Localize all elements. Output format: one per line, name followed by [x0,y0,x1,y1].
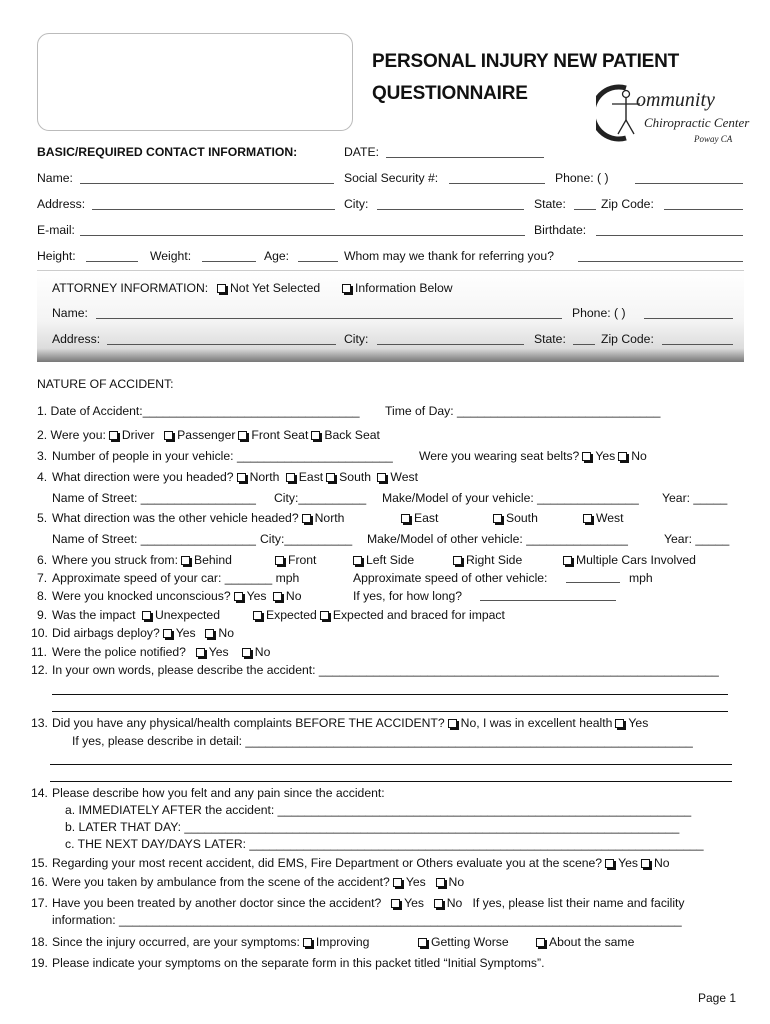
q3-people[interactable]: Number of people in your vehicle: _______________________ [52,449,393,463]
q7-other-label: Approximate speed of other vehicle: [353,571,548,585]
logo-text-community: ommunity [636,89,715,111]
zip-label: Zip Code: [601,197,654,211]
q17-info[interactable]: information: ___________________________________________________________________________________ [52,913,682,927]
other-south-label: South [506,511,538,525]
q16-text: Were you taken by ambulance from the scene of the accident? [52,875,390,889]
expected-label: Expected [266,608,317,622]
ssn-field[interactable] [449,183,545,184]
q7-other-speed-field[interactable] [566,582,620,583]
police-no-label: No [254,645,271,659]
referral-field[interactable] [578,261,743,262]
checkbox-airbags-no[interactable] [205,629,214,638]
checkbox-passenger[interactable] [164,431,173,440]
q7-speed[interactable]: Approximate speed of your car: _______ mph [52,571,300,585]
logo-text-chiropractic: Chiropractic Center [644,115,750,130]
q5-text: What direction was the other vehicle headed? [52,511,299,525]
attorney-zip-field[interactable] [662,344,733,345]
checkbox-other-doctor-no[interactable] [434,899,443,908]
q8-howlong-label: If yes, for how long? [353,589,463,603]
about-same-label: About the same [549,935,635,949]
checkbox-ems-no[interactable] [641,859,650,868]
struck-front-label: Front [288,553,317,567]
photo-box [37,33,353,131]
checkbox-police-no[interactable] [242,648,251,657]
prior-complaints-yes-label: Yes [628,716,649,730]
attorney-heading: ATTORNEY INFORMATION: [52,281,209,295]
checkbox-right-side[interactable] [453,556,462,565]
q9-label [52,608,220,622]
checkbox-braced[interactable] [320,611,329,620]
name-label: Name: [37,171,73,185]
state-field[interactable] [574,209,596,210]
other-west-label: West [596,511,624,525]
q6-right [450,553,522,567]
behind-label: Behind [193,553,232,567]
q17-label [52,896,685,910]
q17-text: Have you been treated by another doctor since the accident? [52,896,382,910]
q10-text: Did airbags deploy? [52,626,160,640]
q8-number: 8. [37,589,48,603]
q5-label [52,511,344,525]
q13-line-3[interactable] [50,781,732,782]
title-line-1: PERSONAL INJURY NEW PATIENT [372,51,680,72]
address-field[interactable] [92,209,335,210]
front-seat-label: Front Seat [251,428,309,442]
q12-line-2[interactable] [52,694,728,695]
checkbox-north[interactable] [237,473,246,482]
q9-expected [250,608,505,622]
q7-number: 7. [37,571,48,585]
phone-field[interactable] [635,183,743,184]
ems-yes-label: Yes [618,856,638,870]
attorney-not-selected[interactable] [214,281,320,295]
city-label: City: [344,197,369,211]
q5-city[interactable]: City:__________ [260,532,353,546]
age-field[interactable] [298,261,338,262]
checkbox-front-seat[interactable] [238,431,247,440]
logo-figure-leg-left [618,120,626,134]
ambulance-yes-label: Yes [405,875,426,889]
q1-time[interactable]: Time of Day: ______________________________ [385,404,661,418]
ems-no-label: No [653,856,670,870]
address-label: Address: [37,197,86,211]
checkbox-unexpected[interactable] [142,611,151,620]
attorney-state-label: State: [534,332,566,346]
city-field[interactable] [377,209,524,210]
accident-heading: NATURE OF ACCIDENT: [37,377,174,391]
q19-label: Please indicate your symptoms on the separate form in this packet titled “Initial Symptoms”. [52,956,545,970]
q4-make[interactable]: Make/Model of your vehicle: _______________ [382,491,639,505]
attorney-city-field[interactable] [377,344,524,345]
q4-year[interactable]: Year: _____ [662,491,728,505]
checkbox-expected[interactable] [253,611,262,620]
unconscious-no-label: No [285,589,302,603]
age-label: Age: [264,249,290,263]
attorney-address-field[interactable] [107,344,336,345]
q5-west [580,511,624,525]
date-label: DATE: [344,145,379,159]
braced-label: Expected and braced for impact [332,608,505,622]
phone-label: Phone: ( ) [555,171,609,185]
not-yet-selected-label: Not Yet Selected [230,281,321,295]
q4-number: 4. [37,470,48,484]
airbags-no-label: No [218,626,234,640]
weight-field[interactable] [202,261,256,262]
q18-number: 18. [31,935,48,949]
ssn-label: Social Security #: [344,171,439,185]
q12-label[interactable]: In your own words, please describe the accident: ___________________________________________________________ [52,663,719,677]
q6-number: 6. [37,553,48,567]
q14c[interactable]: c. THE NEXT DAY/DAYS LATER: ___________________________________________________________________ [65,837,704,851]
q18-worse [415,935,509,949]
checkbox-behind[interactable] [181,556,190,565]
seatbelt-yes-label: Yes [595,449,616,463]
q15-text: Regarding your most recent accident, did EMS, Fire Department or Others evaluate you at the scene? [52,856,603,870]
email-label: E-mail: [37,223,75,237]
q16-number: 16. [31,875,48,889]
weight-label: Weight: [150,249,192,263]
q4-street[interactable]: Name of Street: _________________ [52,491,256,505]
unconscious-yes-label: Yes [246,589,267,603]
community-chiropractic-logo [596,80,756,150]
police-yes-label: Yes [208,645,229,659]
back-seat-label: Back Seat [324,428,380,442]
seatbelts-label: Were you wearing seat belts? [419,449,580,463]
state-label: State: [534,197,566,211]
checkbox-about-same[interactable] [536,938,545,947]
logo-figure-leg-right [626,120,634,134]
checkbox-ems-yes[interactable] [605,859,614,868]
checkbox-airbags-yes[interactable] [163,629,172,638]
logo-c-arc [596,87,626,139]
other-north-label: North [314,511,345,525]
q14a[interactable]: a. IMMEDIATELY AFTER the accident: _____________________________________________________________ [65,803,692,817]
checkbox-west[interactable] [377,473,386,482]
q15-number: 15. [31,856,48,870]
q10-label [52,626,234,640]
q14-label: Please describe how you felt and any pain since the accident: [52,786,385,800]
attorney-address-label: Address: [52,332,101,346]
q15-label [52,856,670,870]
ambulance-no-label: No [448,875,465,889]
date-field[interactable] [386,157,544,158]
checkbox-back-seat[interactable] [311,431,320,440]
logo-text-poway: Poway CA [694,134,733,144]
q9-number: 9. [37,608,48,622]
q6-front [272,553,316,567]
q11-number: 11. [31,645,48,659]
east-label: East [298,470,324,484]
q13-detail[interactable]: If yes, please describe in detail: __________________________________________________________________ [72,734,693,748]
q4-label: What direction were you headed? [52,470,234,484]
unexpected-label: Unexpected [154,608,220,622]
q5-south [490,511,538,525]
q5-east [398,511,438,525]
referral-label: Whom may we thank for referring you? [344,249,554,263]
q2-label: 2. Were you: [37,428,106,442]
name-field[interactable] [80,183,334,184]
right-side-label: Right Side [466,553,523,567]
checkbox-improving[interactable] [303,938,312,947]
checkbox-other-north[interactable] [302,514,311,523]
attorney-city-label: City: [344,332,369,346]
checkbox-unconscious-no[interactable] [273,592,282,601]
q13-text: Did you have any physical/health complaints BEFORE THE ACCIDENT? [52,716,445,730]
attorney-phone-field[interactable] [644,318,733,319]
getting-worse-label: Getting Worse [431,935,509,949]
driver-label: Driver [121,428,155,442]
zip-field[interactable] [664,209,743,210]
q4-city[interactable]: City:__________ [274,491,367,505]
q17-number: 17. [31,896,48,910]
seatbelt-no-label: No [631,449,647,463]
q10-number: 10. [31,626,48,640]
attorney-name-label: Name: [52,306,88,320]
q5-number: 5. [37,511,48,525]
other-doctor-no-label: No [446,896,463,910]
checkbox-not-yet-selected[interactable] [217,284,226,293]
q11-text: Were the police notified? [52,645,186,659]
q14b[interactable]: b. LATER THAT DAY: _________________________________________________________________________ [65,820,680,834]
q1-date[interactable]: 1. Date of Accident:________________________________ [37,404,360,418]
q13-label [52,716,648,730]
q12-number: 12. [31,663,48,677]
q5-street[interactable]: Name of Street: _________________ [52,532,256,546]
q3-seatbelts [419,449,647,463]
checkbox-other-east[interactable] [401,514,410,523]
excellent-health-label: No, I was in excellent health [460,716,613,730]
q8-label [52,589,302,603]
south-label: South [339,470,372,484]
checkbox-police-yes[interactable] [196,648,205,657]
contact-heading: BASIC/REQUIRED CONTACT INFORMATION: [37,145,298,159]
checkbox-unconscious-yes[interactable] [234,592,243,601]
email-field[interactable] [80,235,525,236]
attorney-state-field[interactable] [573,344,595,345]
checkbox-struck-front[interactable] [275,556,284,565]
q5-year[interactable]: Year: _____ [664,532,730,546]
other-doctor-yes-label: Yes [404,896,424,910]
q13-line-2[interactable] [50,764,732,765]
north-label: North [249,470,280,484]
q12-line-3[interactable] [52,711,728,712]
passenger-label: Passenger [177,428,236,442]
q9-text: Was the impact [52,608,136,622]
checkbox-prior-complaints-yes[interactable] [615,719,624,728]
attorney-name-field[interactable] [96,318,562,319]
q6-label [52,553,232,567]
title-line-2: QUESTIONNAIRE [372,83,528,104]
checkbox-left-side[interactable] [353,556,362,565]
attorney-phone-label: Phone: ( ) [572,306,626,320]
airbags-yes-label: Yes [175,626,196,640]
left-side-label: Left Side [366,553,415,567]
birthdate-field[interactable] [596,235,743,236]
q16-label [52,875,464,889]
checkbox-getting-worse[interactable] [418,938,427,947]
checkbox-other-west[interactable] [583,514,592,523]
checkbox-other-doctor-yes[interactable] [391,899,400,908]
west-label: West [390,470,418,484]
checkbox-ambulance-no[interactable] [436,878,445,887]
q18-label [52,935,369,949]
checkbox-seatbelt-no[interactable] [618,452,627,461]
q13-number: 13. [31,716,48,730]
q2-row [37,428,380,442]
q5-make[interactable]: Make/Model of other vehicle: _______________ [367,532,628,546]
checkbox-other-south[interactable] [493,514,502,523]
q18-same [533,935,634,949]
q3-number: 3. [37,449,48,463]
attorney-info-below[interactable] [339,281,453,295]
q6-left [350,553,414,567]
q14-number: 14. [31,786,48,800]
q4-row [52,470,418,484]
q8-text: Were you knocked unconscious? [52,589,231,603]
checkbox-multiple-cars[interactable] [563,556,572,565]
checkbox-ambulance-yes[interactable] [393,878,402,887]
q11-label [52,645,270,659]
other-east-label: East [414,511,439,525]
checkbox-east[interactable] [286,473,295,482]
checkbox-excellent-health[interactable] [448,719,457,728]
checkbox-south[interactable] [326,473,335,482]
q18-text: Since the injury occurred, are your symptoms: [52,935,300,949]
checkbox-seatbelt-yes[interactable] [582,452,591,461]
q7-mph: mph [629,571,653,585]
multiple-cars-label: Multiple Cars Involved [576,553,696,567]
page-number: Page 1 [698,991,737,1005]
q6-multiple [560,553,696,567]
logo-figure-head [623,91,630,98]
q6-text: Where you struck from: [52,553,178,567]
q17-ifyes: If yes, please list their name and facility [472,896,685,910]
height-field[interactable] [86,261,138,262]
height-label: Height: [37,249,76,263]
q8-howlong-field[interactable] [480,600,616,601]
improving-label: Improving [315,935,370,949]
checkbox-information-below[interactable] [342,284,351,293]
birthdate-label: Birthdate: [534,223,587,237]
attorney-zip-label: Zip Code: [601,332,654,346]
checkbox-driver[interactable] [109,431,118,440]
information-below-label: Information Below [355,281,453,295]
q19-number: 19. [31,956,48,970]
